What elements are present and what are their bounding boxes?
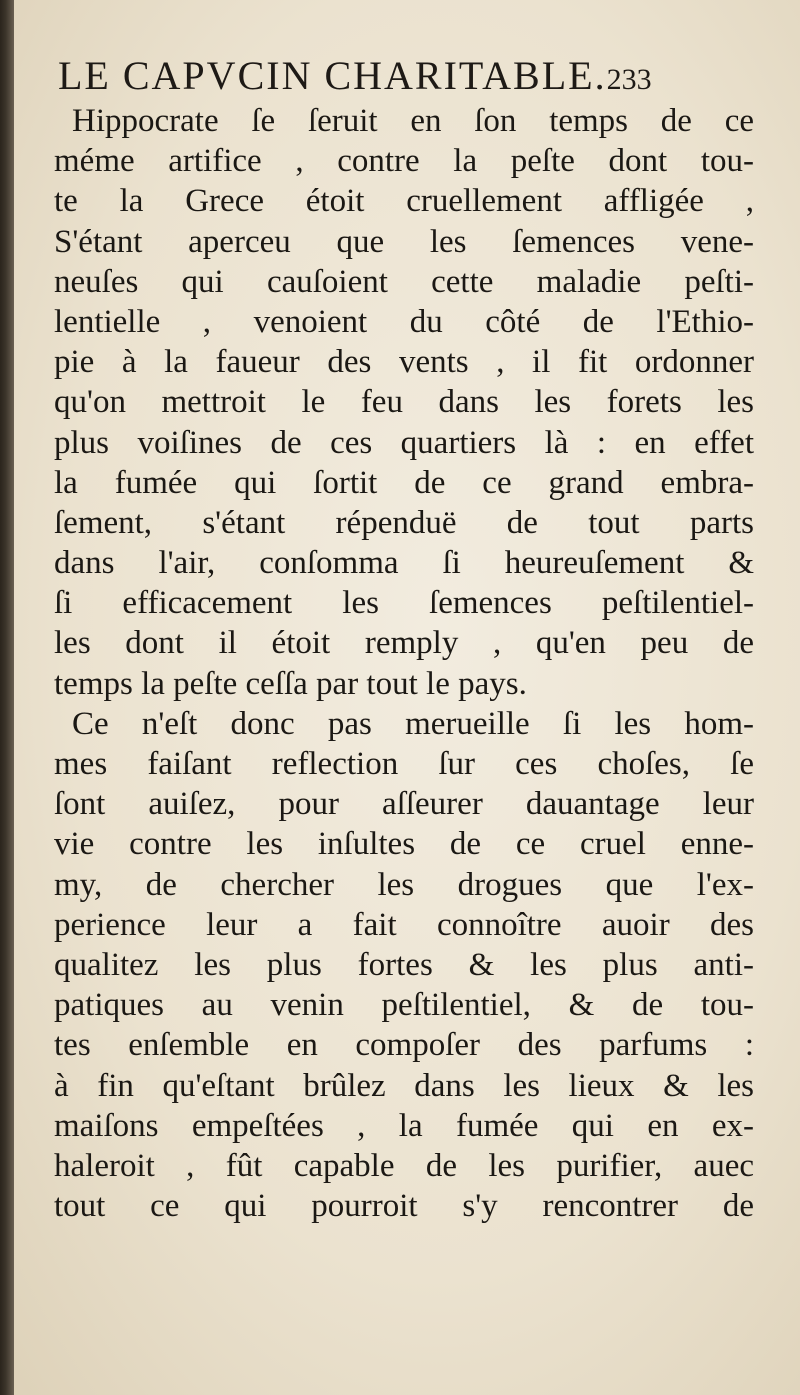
text-line: vie contre les inſultes de ce cruel enne- xyxy=(54,826,754,863)
text-line: perience leur a fait connoître auoir des xyxy=(54,906,754,943)
text-line: maiſons empeſtées , la fumée qui en ex- xyxy=(54,1107,754,1144)
text-line: les dont il étoit remply , qu'en peu de xyxy=(54,625,754,662)
text-line: pie à la faueur des vents , il fit ordonner xyxy=(54,344,754,381)
text-line: qu'on mettroit le feu dans les forets les xyxy=(54,384,754,421)
text-line: tout ce qui pourroit s'y rencontrer de xyxy=(54,1188,754,1225)
binding-gutter xyxy=(0,0,14,1395)
running-title: LE CAPVCIN CHARITABLE. xyxy=(58,53,607,98)
page-number: 233 xyxy=(606,63,652,96)
text-line: à fin qu'eſtant brûlez dans les lieux & les xyxy=(54,1067,754,1104)
body-text xyxy=(54,101,754,1226)
text-line: ſont auiſez, pour aſſeurer dauantage leur xyxy=(54,786,754,823)
text-line: temps la peſte ceſſa par tout le pays. xyxy=(54,665,527,702)
text-line: my, de chercher les drogues que l'ex- xyxy=(54,866,754,903)
text-line: la fumée qui ſortit de ce grand embra- xyxy=(54,464,754,501)
text-line: neuſes qui cauſoient cette maladie peſti- xyxy=(54,263,754,300)
text-line: S'étant aperceu que les ſemences vene- xyxy=(54,223,754,260)
text-line: mes faiſant reflection ſur ces choſes, ſe xyxy=(54,746,754,782)
text-line: patiques au venin peſtilentiel, & de tou- xyxy=(54,987,754,1024)
text-line: plus voiſines de ces quartiers là : en effet xyxy=(54,424,754,461)
running-header xyxy=(58,52,778,99)
text-line: qualitez les plus fortes & les plus anti- xyxy=(54,946,754,983)
text-line: te la Grece étoit cruellement affligée , xyxy=(54,183,754,220)
text-line: ſi efficacement les ſemences peſtilentiel- xyxy=(54,585,754,622)
text-line: haleroit , fût capable de les purifier, auec xyxy=(54,1147,754,1184)
text-line: dans l'air, conſomma ſi heureuſement & xyxy=(54,545,754,582)
text-line: tes enſemble en compoſer des parfums : xyxy=(54,1027,754,1064)
text-line: Hippocrate ſe ſeruit en ſon temps de ce xyxy=(72,103,754,139)
text-line: lentielle , venoient du côté de l'Ethio- xyxy=(54,303,754,340)
text-line: méme artifice , contre la peſte dont tou- xyxy=(54,143,754,180)
text-line: Ce n'eſt donc pas merueille ſi les hom- xyxy=(72,705,754,742)
text-line: ſement, s'étant répenduë de tout parts xyxy=(54,504,754,541)
